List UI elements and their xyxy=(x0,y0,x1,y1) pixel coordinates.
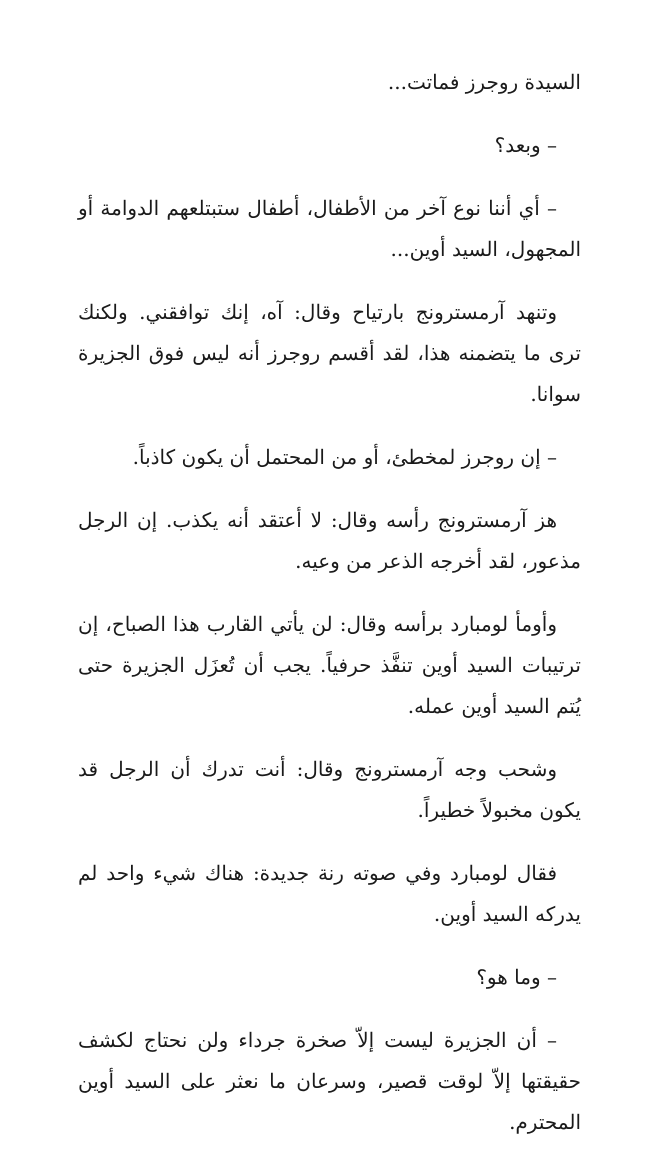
paragraph: – وبعد؟ xyxy=(494,133,557,157)
paragraph: – وما هو؟ xyxy=(476,965,557,989)
paragraph: السيدة روجرز فماتت... xyxy=(387,70,581,94)
paragraph: فقال لومبارد وفي صوته رنة جديدة: هناك شيء واحد لم يدركه السيد أوين. xyxy=(78,861,581,926)
paragraph: – أي أننا نوع آخر من الأطفال، أطفال ستبتلعهم الدوامة أو المجهول، السيد أوين... xyxy=(78,196,581,261)
paragraph: وشحب وجه آرمسترونج وقال: أنت تدرك أن الرجل قد يكون مخبولاً خطيراً. xyxy=(78,757,581,822)
paragraph: – أن الجزيرة ليست إلاّ صخرة جرداء ولن نحتاج لكشف حقيقتها إلاّ لوقت قصير، وسرعان ما نعثر على السيد أوين المحترم. xyxy=(78,1028,581,1134)
paragraph: وأومأ لومبارد برأسه وقال: لن يأتي القارب هذا الصباح، إن ترتيبات السيد أوين تنفَّذ حرفياً. يجب أن تُعزَل الجزيرة حتى يُتم السيد أوين عمله. xyxy=(78,612,581,718)
paragraph: وتنهد آرمسترونج بارتياح وقال: آه، إنك توافقني. ولكنك ترى ما يتضمنه هذا، لقد أقسم روجرز أنه ليس فوق الجزيرة سوانا. xyxy=(78,300,581,406)
paragraph: هز آرمسترونج رأسه وقال: لا أعتقد أنه يكذب. إن الرجل مذعور، لقد أخرجه الذعر من وعيه. xyxy=(78,508,581,573)
paragraph: – إن روجرز لمخطئ، أو من المحتمل أن يكون كاذباً. xyxy=(132,445,557,469)
